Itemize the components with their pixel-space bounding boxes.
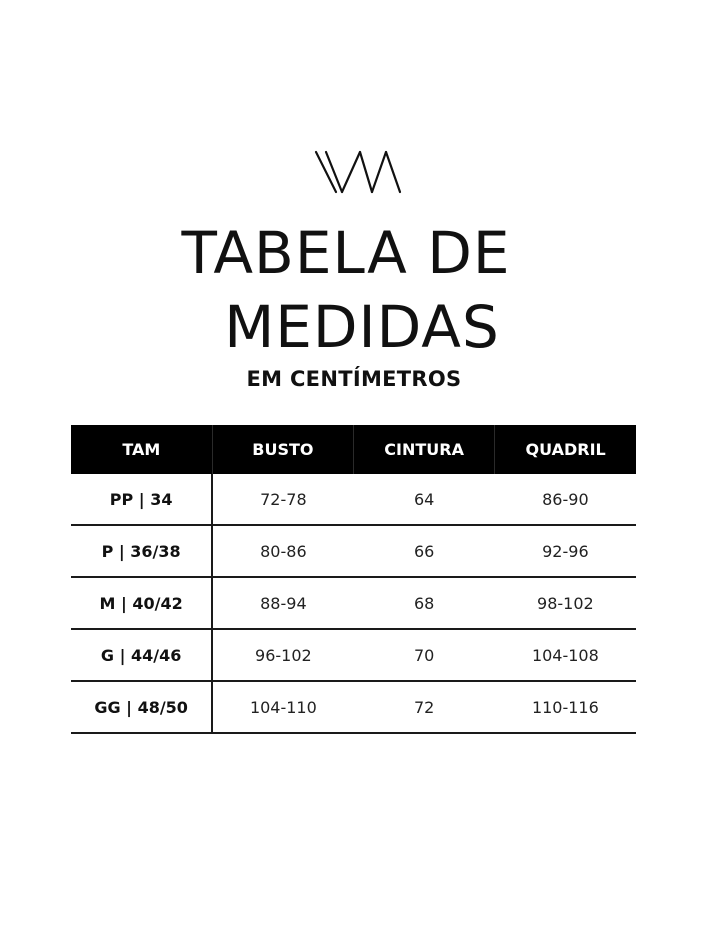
quadril-cell: 92-96 [495,525,636,577]
size-cell: G | 44/46 [71,629,212,681]
table-row [71,577,636,629]
column-header-quadril: QUADRIL [495,425,636,474]
quadril-cell: 86-90 [495,474,636,525]
column-header-tam: TAM [71,425,212,474]
column-header-busto: BUSTO [212,425,353,474]
cintura-cell: 68 [354,577,495,629]
cintura-cell: 66 [354,525,495,577]
table-header-row [71,425,636,474]
size-cell: PP | 34 [71,474,212,525]
busto-cell: 72-78 [212,474,353,525]
quadril-cell: 98-102 [495,577,636,629]
size-cell: GG | 48/50 [71,681,212,733]
page-subtitle: EM CENTÍMETROS [246,367,462,391]
busto-cell: 104-110 [212,681,353,733]
page-title-line-2: MEDIDAS [224,293,500,361]
cintura-cell: 64 [354,474,495,525]
column-header-cintura: CINTURA [354,425,495,474]
vm-logo-icon [314,150,402,194]
cintura-cell: 70 [354,629,495,681]
page-title-line-1: TABELA DE [181,219,511,287]
size-cell: M | 40/42 [71,577,212,629]
table-row [71,474,636,525]
quadril-cell: 110-116 [495,681,636,733]
table-row [71,629,636,681]
size-chart-table [71,425,636,734]
busto-cell: 88-94 [212,577,353,629]
table-row [71,681,636,733]
quadril-cell: 104-108 [495,629,636,681]
busto-cell: 80-86 [212,525,353,577]
busto-cell: 96-102 [212,629,353,681]
table-row [71,525,636,577]
size-cell: P | 36/38 [71,525,212,577]
cintura-cell: 72 [354,681,495,733]
